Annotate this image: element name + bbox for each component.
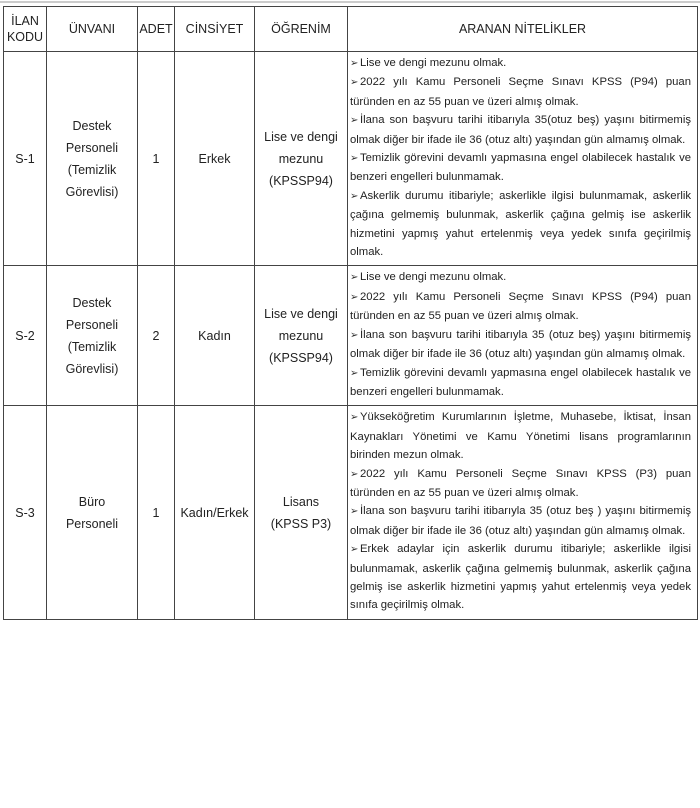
count-cell: 2 <box>138 266 175 406</box>
arrow-bullet-icon: ➢ <box>350 468 359 480</box>
count-cell: 1 <box>138 52 175 266</box>
requirement-item: ➢ Temizlik görevini devamlı yapmasına engel olabilecek hastalık ve benzeri engelleri bulunmamak. <box>350 366 691 398</box>
requirement-item: ➢ 2022 yılı Kamu Personeli Seçme Sınavı KPSS (P3) puan türünden en az 55 puan ve üzeri almış olmak. <box>350 467 691 499</box>
requirement-item: ➢ İlana son başvuru tarihi itibarıyla 35(otuz beş) yaşını bitirmemiş olmak diğer bir ifade ile 36 (otuz altı) yaşından gün almamış olmak. <box>350 114 691 146</box>
header-adet: ADET <box>138 7 175 52</box>
header-ogrenim: ÖĞRENİM <box>255 7 348 52</box>
ilan-code-cell: S-1 <box>4 52 47 266</box>
arrow-bullet-icon: ➢ <box>350 153 359 165</box>
requirements-cell <box>348 266 698 406</box>
arrow-bullet-icon: ➢ <box>350 506 359 518</box>
requirement-item: ➢ 2022 yılı Kamu Personeli Seçme Sınavı KPSS (P94) puan türünden en az 55 puan ve üzeri almış olmak. <box>350 76 691 108</box>
arrow-bullet-icon: ➢ <box>350 190 359 202</box>
requirements-cell <box>348 406 698 619</box>
requirements-cell <box>348 52 698 266</box>
table-row <box>4 52 698 266</box>
arrow-bullet-icon: ➢ <box>350 58 359 69</box>
header-unvani: ÜNVANI <box>47 7 138 52</box>
table-row <box>4 266 698 406</box>
table-row <box>4 406 698 619</box>
arrow-bullet-icon: ➢ <box>350 412 359 424</box>
requirement-item: ➢ İlana son başvuru tarihi itibarıyla 35 (otuz beş ) yaşını bitirmemiş olmak diğer bir ifade ile 36 (otuz altı) yaşından gün almamış olmak. <box>350 505 691 537</box>
education-cell: Lisans (KPSS P3) <box>255 406 348 619</box>
requirement-item: ➢ Lise ve dengi mezunu olmak. <box>350 54 691 73</box>
arrow-bullet-icon: ➢ <box>350 272 359 284</box>
title-cell: Destek Personeli (Temizlik Görevlisi) <box>47 52 138 266</box>
arrow-bullet-icon: ➢ <box>350 77 359 89</box>
header-cinsiyet: CİNSİYET <box>175 7 255 52</box>
education-cell: Lise ve dengi mezunu (KPSSP94) <box>255 266 348 406</box>
requirement-item: ➢ Yükseköğretim Kurumlarının İşletme, Muhasebe, İktisat, İnsan Kaynakları Yönetimi ve Kamu Yönetimi lisans programlarının birinden mezun olmak. <box>350 411 691 462</box>
arrow-bullet-icon: ➢ <box>350 367 359 379</box>
requirement-item: ➢ İlana son başvuru tarihi itibarıyla 35 (otuz beş) yaşını bitirmemiş olmak diğer bir ifade ile 36 (otuz altı) yaşından gün almamış olmak. <box>350 328 691 361</box>
arrow-bullet-icon: ➢ <box>350 329 359 341</box>
requirement-item: ➢ Askerlik durumu itibariyle; askerlikle ilgisi bulunmamak, askerlik çağına gelmemiş bulunmak, askerlik çağına gelmiş ise askerlik hizmetini yapmış yahut ertelenmiş veya yedek sınıfa geçirilmiş olmak. <box>350 189 691 259</box>
arrow-bullet-icon: ➢ <box>350 115 359 127</box>
ilan-code-cell: S-3 <box>4 406 47 619</box>
requirement-item: ➢ Lise ve dengi mezunu olmak. <box>350 268 691 287</box>
gender-cell: Kadın <box>175 266 255 406</box>
title-cell: Destek Personeli (Temizlik Görevlisi) <box>47 266 138 406</box>
arrow-bullet-icon: ➢ <box>350 291 359 303</box>
requirement-item: ➢ Erkek adaylar için askerlik durumu itibariyle; askerlikle ilgisi bulunmamak, askerlik çağına gelmemiş bulunmak, askerlik çağına gelmiş ise askerlik hizmetini yapmış yahut ertelenmiş veya yedek sınıfa geçirilmiş olmak. <box>350 543 691 612</box>
ilan-code-cell: S-2 <box>4 266 47 406</box>
header-aranan-nitelikler: ARANAN NİTELİKLER <box>348 7 698 52</box>
job-listing-table <box>3 6 698 620</box>
count-cell: 1 <box>138 406 175 619</box>
arrow-bullet-icon: ➢ <box>350 544 359 556</box>
title-cell: Büro Personeli <box>47 406 138 619</box>
header-ilan-kodu: İLAN KODU <box>4 7 47 52</box>
gender-cell: Kadın/Erkek <box>175 406 255 619</box>
education-cell: Lise ve dengi mezunu (KPSSP94) <box>255 52 348 266</box>
requirement-item: ➢ 2022 yılı Kamu Personeli Seçme Sınavı KPSS (P94) puan türünden en az 55 puan ve üzeri almış olmak. <box>350 290 691 323</box>
gender-cell: Erkek <box>175 52 255 266</box>
requirement-item: ➢ Temizlik görevini devamlı yapmasına engel olabilecek hastalık ve benzeri engelleri bulunmamak. <box>350 152 691 184</box>
table-header-row <box>4 7 698 52</box>
